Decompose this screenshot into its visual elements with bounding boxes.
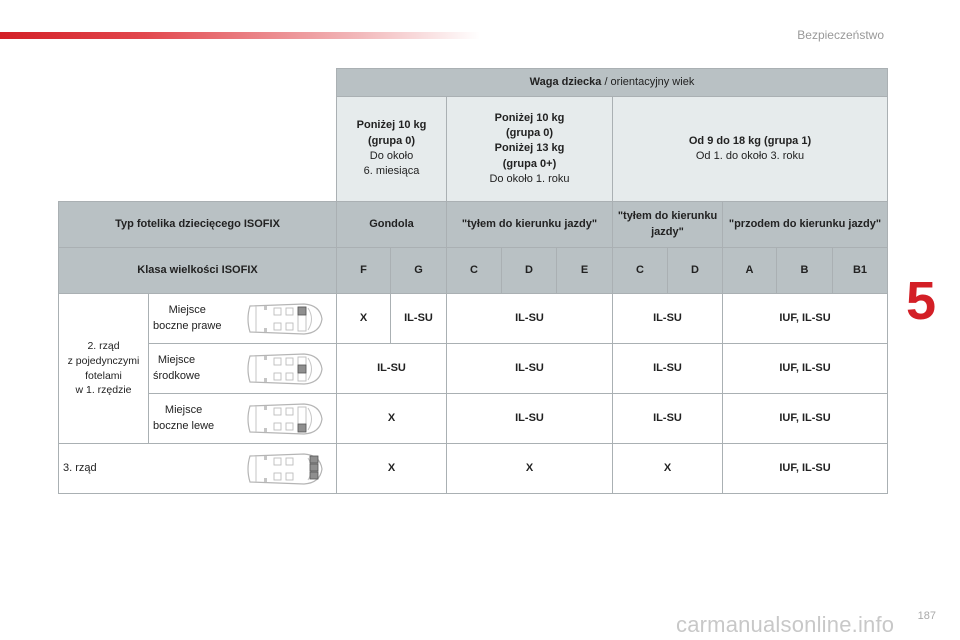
seat-type-rear-facing-1: "tyłem do kierunku jazdy": [447, 202, 613, 248]
weight-line: Poniżej 10 kg: [494, 111, 565, 124]
size-class-C2: C: [613, 248, 668, 294]
weight-group-2: [613, 97, 888, 202]
car-seat-middle-icon: [244, 348, 324, 390]
size-class-D: D: [502, 248, 557, 294]
weight-line: (grupa 0+): [502, 157, 557, 170]
cell: IUF, IL-SU: [723, 344, 888, 394]
cell: IL-SU: [337, 344, 447, 394]
cell: IL-SU: [447, 294, 613, 344]
size-class-F: F: [337, 248, 391, 294]
cell: IL-SU: [613, 344, 723, 394]
size-class-D2: D: [668, 248, 723, 294]
cell: X: [613, 444, 723, 494]
size-class-label: Klasa wielkości ISOFIX: [59, 248, 337, 294]
size-class-B: B: [777, 248, 833, 294]
isofix-table: [58, 68, 888, 494]
section-color-bar: [0, 32, 480, 39]
weight-line: Od 1. do około 3. roku: [695, 150, 805, 162]
weight-line: Do około 1. roku: [489, 173, 570, 186]
cell: IL-SU: [447, 394, 613, 444]
cell: X: [337, 394, 447, 444]
weight-line: (grupa 0): [505, 126, 554, 139]
cell: IL-SU: [613, 394, 723, 444]
row-2-label: 2. rząd z pojedynczymi fotelami w 1. rzędzie: [59, 294, 149, 444]
weight-line: Do około: [369, 150, 414, 162]
position-middle: Miejsce środkowe: [149, 344, 337, 394]
size-class-A: A: [723, 248, 777, 294]
seat-type-label: Typ fotelika dziecięcego ISOFIX: [59, 202, 337, 248]
car-third-row-icon: [244, 448, 324, 490]
weight-line: (grupa 0): [367, 134, 416, 147]
weight-line: Poniżej 10 kg: [356, 119, 427, 132]
cell: X: [337, 444, 447, 494]
cell: X: [447, 444, 613, 494]
weight-group-1: [447, 97, 613, 202]
page-number: 187: [917, 610, 936, 622]
weight-header: Waga dziecka / orientacyjny wiek: [337, 69, 888, 97]
car-seat-left-icon: [244, 398, 324, 440]
size-class-C: C: [447, 248, 502, 294]
position-left: Miejsce boczne lewe: [149, 394, 337, 444]
weight-line: Od 9 do 18 kg (grupa 1): [688, 134, 812, 147]
size-class-E: E: [557, 248, 613, 294]
weight-line: Poniżej 13 kg: [494, 142, 565, 155]
cell: IUF, IL-SU: [723, 444, 888, 494]
cell: IL-SU: [391, 294, 447, 344]
position-row-3: 3. rząd: [59, 444, 337, 494]
cell: IL-SU: [613, 294, 723, 344]
seat-type-gondola: Gondola: [337, 202, 447, 248]
cell: IUF, IL-SU: [723, 394, 888, 444]
seat-type-forward-facing: "przodem do kierunku jazdy": [723, 202, 888, 248]
section-title: Bezpieczeństwo: [797, 28, 884, 42]
cell: IUF, IL-SU: [723, 294, 888, 344]
car-seat-right-icon: [244, 298, 324, 340]
cell: IL-SU: [447, 344, 613, 394]
cell: X: [337, 294, 391, 344]
size-class-G: G: [391, 248, 447, 294]
seat-type-rear-facing-2: "tyłem do kierunku jazdy": [613, 202, 723, 248]
weight-group-0: [337, 97, 447, 202]
chapter-number: 5: [906, 271, 937, 331]
watermark: carmanualsonline.info: [676, 612, 895, 637]
size-class-B1: B1: [833, 248, 888, 294]
position-right: Miejsce boczne prawe: [149, 294, 337, 344]
weight-line: 6. miesiąca: [363, 165, 420, 178]
